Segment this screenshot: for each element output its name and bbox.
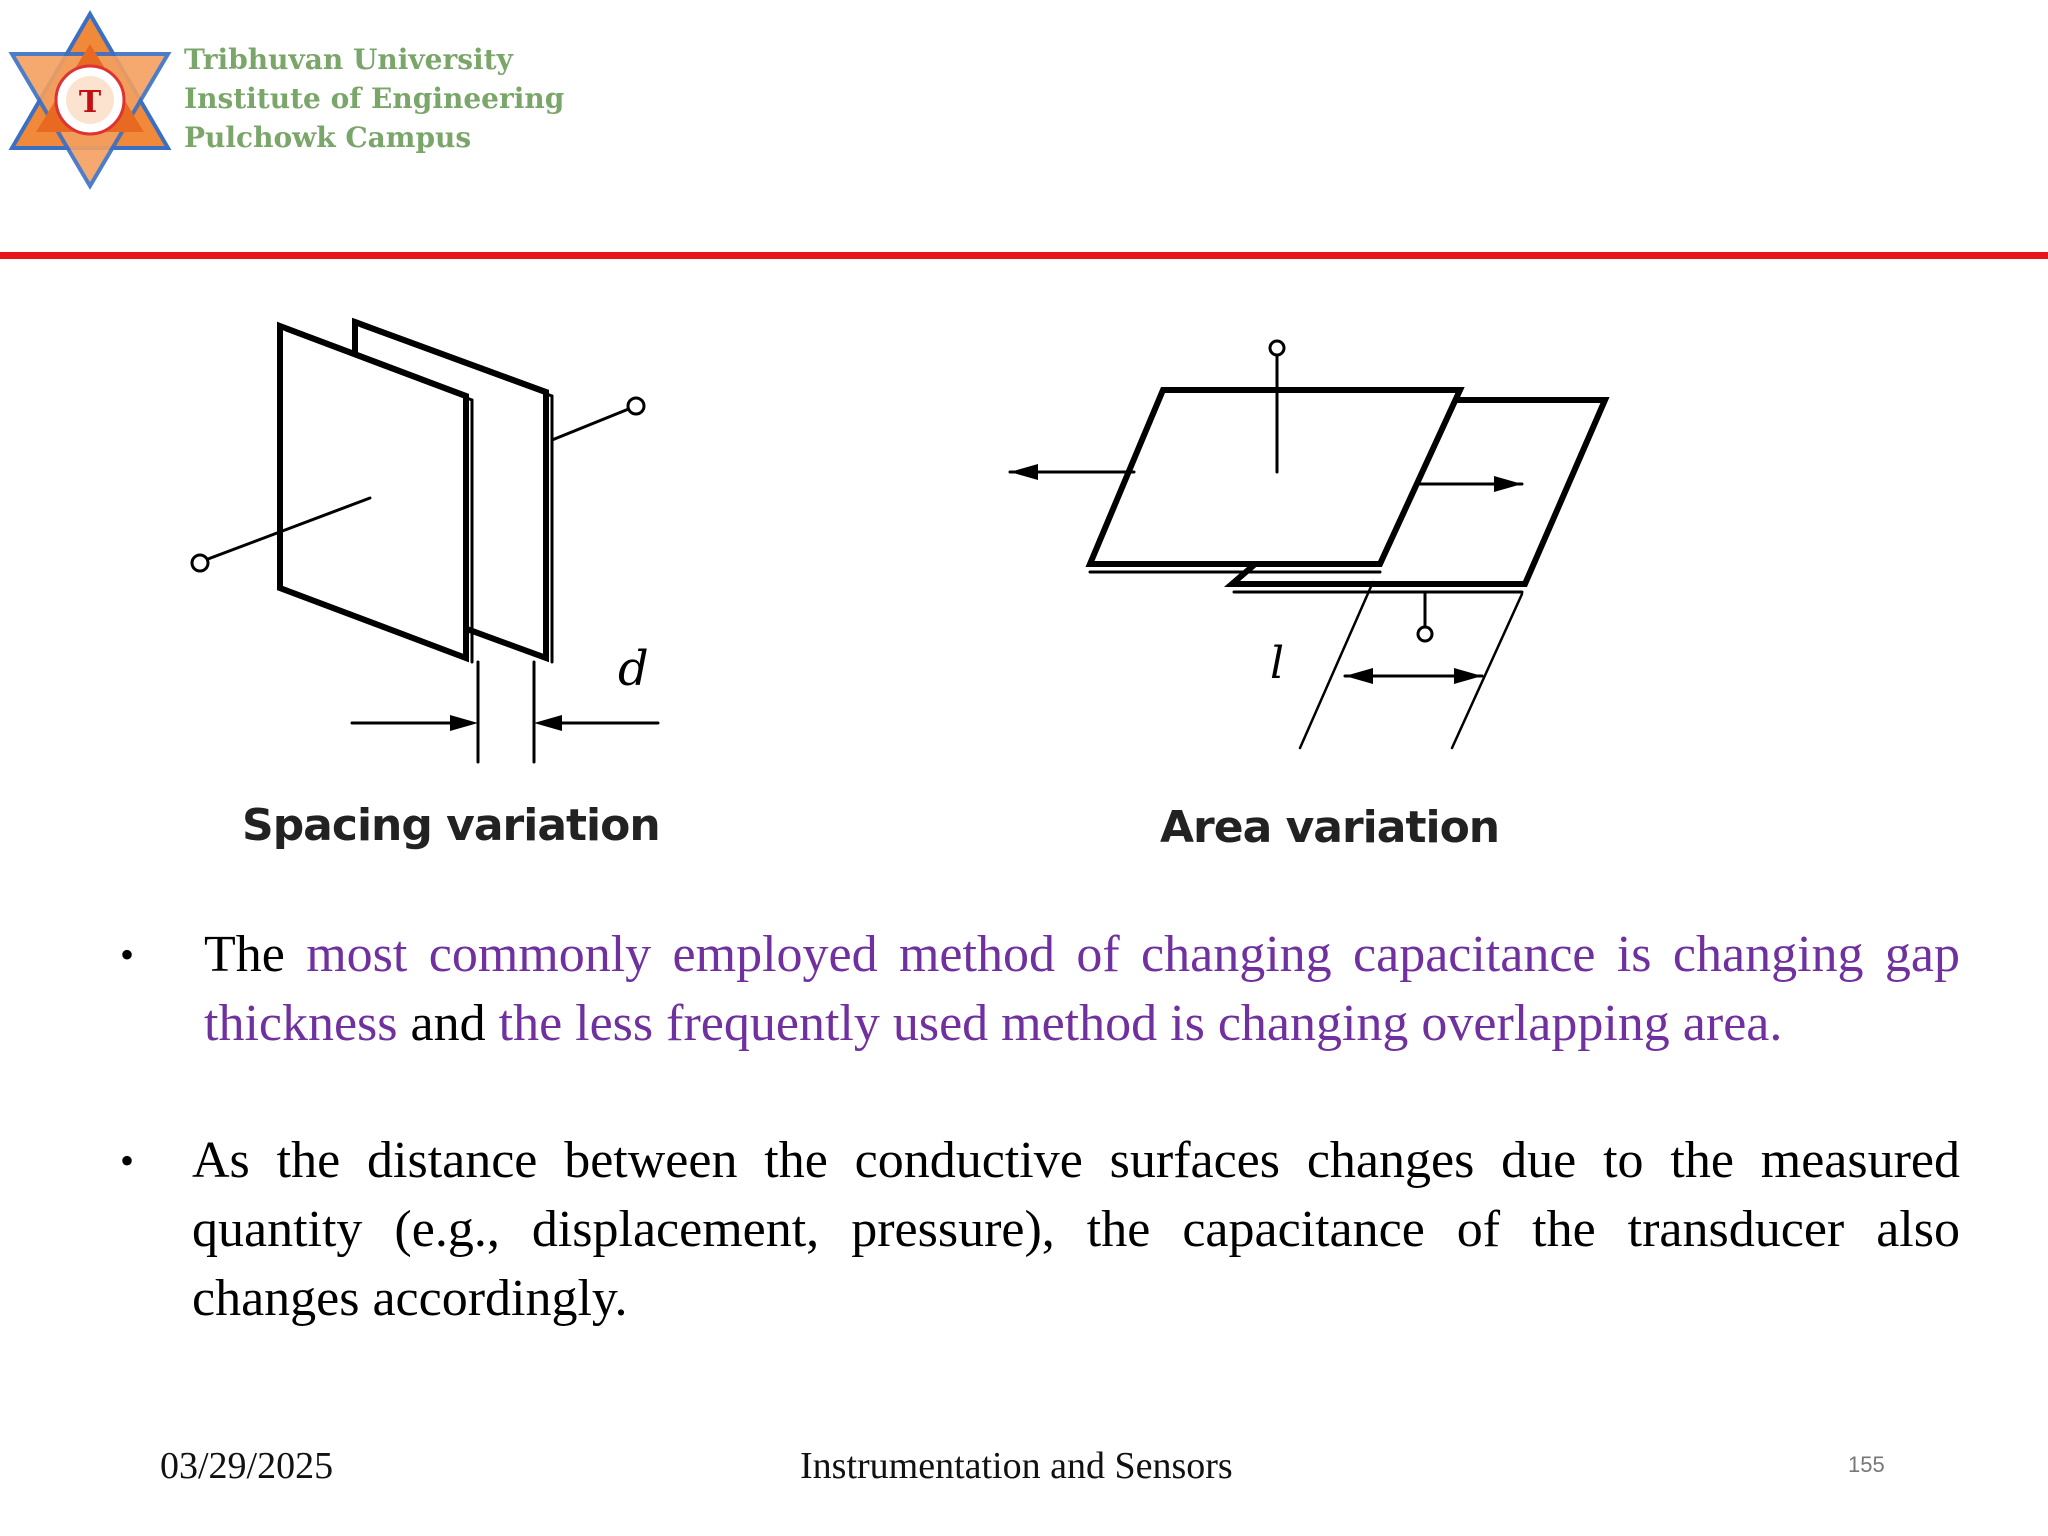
bullet1-text-b: and — [397, 995, 499, 1052]
bullet-item-2 — [120, 1126, 1960, 1333]
footer-date: 03/29/2025 — [160, 1445, 334, 1487]
header-divider — [0, 252, 2048, 259]
area-variation-caption: Area variation — [1160, 802, 1500, 853]
length-label-l: l — [1270, 638, 1285, 689]
gap-label-d: d — [618, 641, 649, 697]
university-name: Tribhuvan University — [184, 43, 513, 76]
institute-name: Institute of Engineering — [184, 82, 565, 115]
university-logo-icon — [8, 8, 172, 192]
bullet1-text-a: The — [204, 926, 307, 983]
university-text-block — [184, 40, 564, 157]
campus-name: Pulchowk Campus — [184, 121, 472, 154]
bullet-dot-icon: • — [120, 1138, 135, 1183]
spacing-variation-caption: Spacing variation — [242, 800, 660, 851]
area-variation-figure — [1010, 341, 1605, 748]
page-number: 155 — [1848, 1452, 1885, 1477]
bullet-list — [120, 920, 1960, 1333]
spacing-variation-figure — [192, 322, 658, 762]
bullet1-highlight-a: most commonly employed method of changing capacitance is changing gap thickness — [204, 926, 1960, 1052]
footer-title: Instrumentation and Sensors — [800, 1445, 1233, 1487]
svg-text:T: T — [78, 85, 102, 120]
bullet2-text: As the distance between the conductive surfaces changes due to the measured quantity (e.g., displacement, pressure), the capacitance of the transducer also changes accordingly. — [192, 1132, 1960, 1327]
bullet-item-1 — [120, 920, 1960, 1058]
capacitor-diagram-svg — [170, 310, 1630, 870]
bullet1-highlight-b: the less frequently used method is changing overlapping area. — [498, 995, 1783, 1052]
capacitor-diagrams — [170, 310, 1630, 870]
bullet-dot-icon: • — [120, 932, 135, 977]
